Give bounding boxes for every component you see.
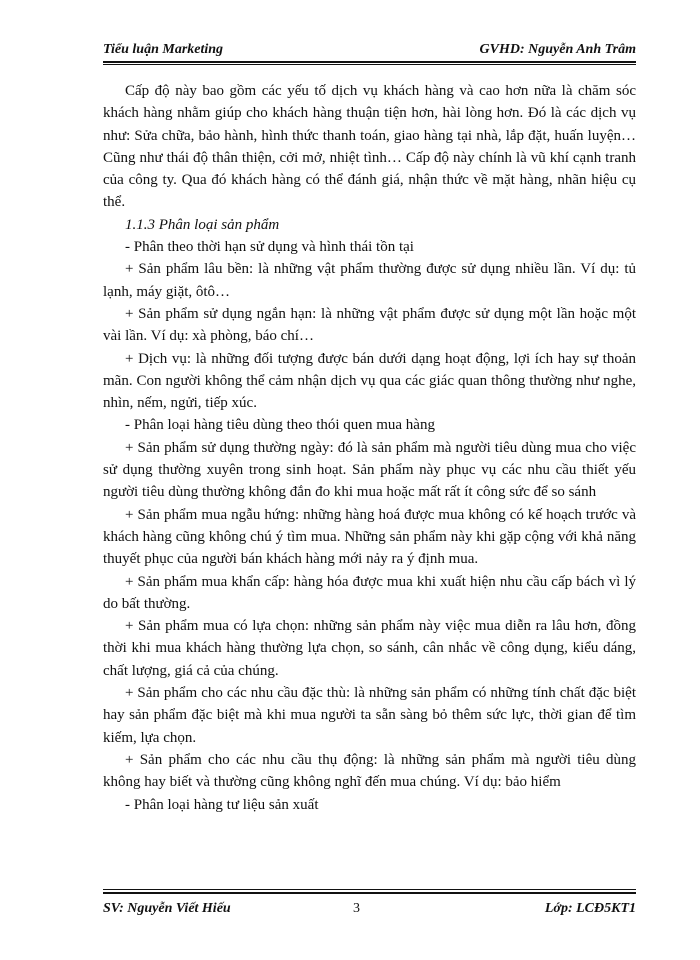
- section-heading: 1.1.3 Phân loại sản phẩm: [125, 216, 280, 233]
- footer-student: SV: Nguyễn Viết Hiếu: [103, 901, 231, 916]
- intro-paragraph: Cấp độ này bao gồm các yếu tố dịch vụ khách hàng và cao hơn nữa là chăm sóc khách hàng nhằm giúp cho khách hàng thuận tiện hơn, hài lòng hơn. Đó là các dịch vụ như: Sửa chữa, bảo hành, hình thức thanh toán, giao hàng tại nhà, lắp đặt, huấn luyện…Cũng như thái độ thân thiện, cởi mở, nhiệt tình… Cấp độ này chính là vũ khí cạnh tranh của công ty. Qua đó khách hàng có thể đánh giá, nhận thức về mặt hàng, nhãn hiệu cụ thể.: [103, 83, 636, 211]
- footer-class: Lớp: LCĐ5KT1: [544, 901, 636, 916]
- header-title: Tiểu luận Marketing: [103, 42, 224, 57]
- list-item: - Phân loại hàng tiêu dùng theo thói quen mua hàng: [125, 417, 435, 434]
- list-item: + Sản phẩm mua ngẫu hứng: những hàng hoá được mua không có kế hoạch trước và khách hàng cũng không chú ý tìm mua. Những sản phẩm này khi gặp cộng với khả năng thuyết phục của người bán khách hàng mới nảy ra ý định mua.: [103, 506, 636, 568]
- page-header: [103, 40, 636, 64]
- list-item: - Phân loại hàng tư liệu sản xuất: [125, 796, 319, 813]
- footer-rule-thin: [103, 889, 636, 890]
- page-number: 3: [353, 901, 360, 916]
- list-item: - Phân theo thời hạn sử dụng và hình thái tồn tại: [125, 239, 414, 256]
- list-item: + Sản phẩm mua khẩn cấp: hàng hóa được mua khi xuất hiện nhu cầu cấp bách vì lý do bất thường.: [103, 573, 636, 612]
- footer-rule: [103, 892, 636, 894]
- header-supervisor: GVHD: Nguyễn Anh Trâm: [479, 42, 636, 57]
- list-item: + Sản phẩm lâu bền: là những vật phẩm thường được sử dụng nhiều lần. Ví dụ: tủ lạnh, máy giặt, ôtô…: [103, 261, 636, 300]
- list-item: + Sản phẩm sử dụng ngắn hạn: là những vật phẩm được sử dụng một lần hoặc một vài lần. Ví dụ: xà phòng, báo chí…: [103, 305, 636, 345]
- page-footer: [103, 889, 636, 919]
- list-item: + Sản phẩm cho các nhu cầu thụ động: là những sản phẩm mà người tiêu dùng không hay biết và thường cũng không nghĩ đến mua chúng. Ví dụ: bảo hiểm: [103, 751, 636, 791]
- list-item: + Sản phẩm cho các nhu cầu đặc thù: là những sản phẩm có những tính chất đặc biệt hay sản phẩm đặc biệt mà khi mua người ta sẵn sàng bỏ thêm sức lực, thời gian để tìm kiếm, lựa chọn.: [103, 685, 636, 746]
- document-body: [103, 80, 636, 816]
- header-rule-thin: [103, 64, 636, 65]
- list-item: + Sản phẩm sử dụng thường ngày: đó là sản phẩm mà người tiêu dùng mua cho việc sử dụng thường xuyên trong sinh hoạt. Sản phẩm này phục vụ các nhu cầu thiết yếu người tiêu dùng thường không đắn đo khi mua hoặc mất rất ít công sức để so sánh: [103, 439, 636, 501]
- list-item: + Dịch vụ: là những đối tượng được bán dưới dạng hoạt động, lợi ích hay sự thoản mãn. Con người không thể cảm nhận dịch vụ qua các giác quan thông thường như nghe, nhìn, nếm, ngửi, tiếp xúc.: [103, 350, 636, 412]
- header-rule: [103, 61, 636, 63]
- list-item: + Sản phẩm mua có lựa chọn: những sản phẩm này việc mua diễn ra lâu hơn, đồng thời khi mua khách hàng thường lựa chọn, so sánh, cân nhắc về công dụng, kiểu dáng, chất lượng, giá cả của chúng.: [103, 618, 636, 679]
